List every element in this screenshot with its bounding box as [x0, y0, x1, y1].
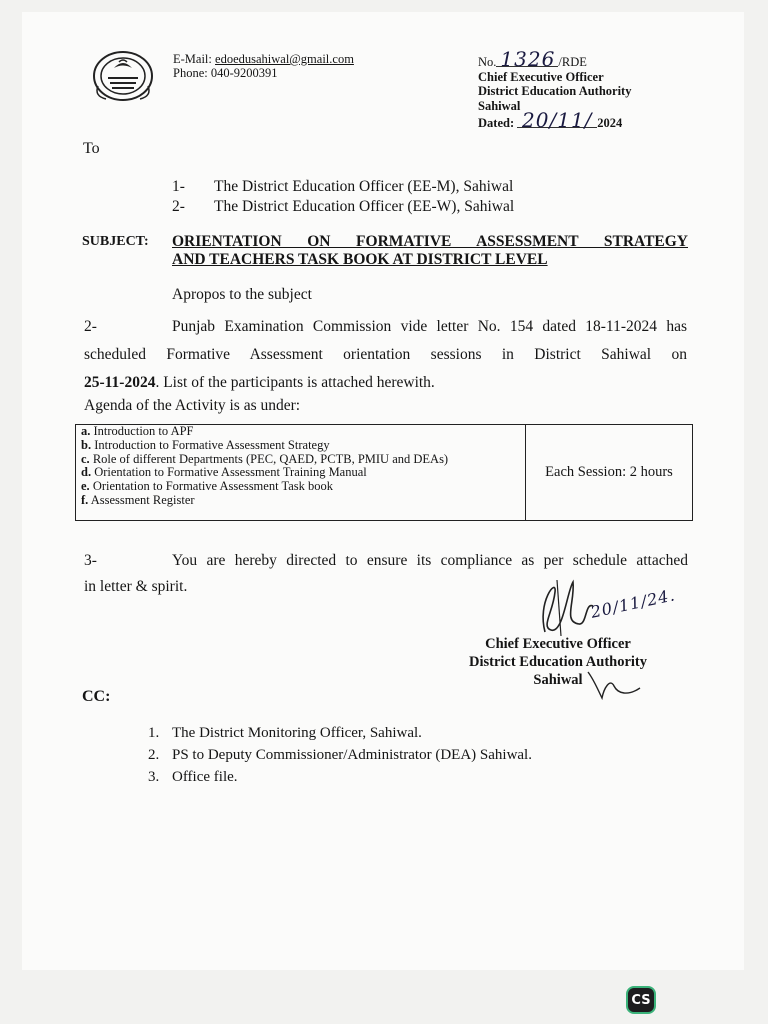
agenda-text: Role of different Departments (PEC, QAED, PCTB, PMIU and DEAs)	[92, 451, 449, 466]
handwritten-number: 1326	[496, 52, 558, 67]
agenda-item	[81, 453, 520, 467]
cc-number: 3.	[148, 769, 160, 785]
apropos-line: Apropos to the subject	[172, 286, 312, 303]
phone-label: Phone:	[173, 66, 208, 80]
office-reference-block	[478, 47, 632, 132]
cc-list	[148, 722, 532, 788]
paragraph-2	[84, 313, 687, 397]
paragraph-line: scheduled Formative Assessment orientation sessions in District Sahiwal on	[84, 346, 687, 363]
initials-scribble	[584, 668, 644, 702]
agenda-item	[81, 425, 520, 439]
paragraph-number: 2-	[84, 318, 97, 335]
agenda-text: Orientation to Formative Assessment Training Manual	[94, 465, 367, 480]
signature-city: Sahiwal	[533, 672, 583, 688]
subject-heading	[172, 233, 688, 269]
cc-item	[148, 766, 532, 788]
paragraph-line	[84, 369, 687, 397]
agenda-letter: a.	[81, 424, 91, 438]
office-city-line: Sahiwal	[478, 98, 521, 113]
cc-item	[148, 744, 532, 766]
dated-line	[478, 108, 631, 132]
contact-info	[173, 52, 354, 80]
number-label: No.	[478, 55, 497, 69]
agenda-item	[81, 439, 520, 453]
agenda-item	[81, 480, 520, 494]
agenda-letter: f.	[81, 492, 89, 507]
agenda-item	[81, 494, 520, 508]
agenda-text: Orientation to Formative Assessment Task book	[92, 479, 334, 494]
agenda-items-cell	[76, 425, 526, 521]
paragraph-number: 3-	[84, 552, 97, 569]
dated-label: Dated:	[478, 116, 515, 130]
paragraph-line: in letter & spirit.	[84, 578, 188, 595]
cc-number: 2.	[148, 747, 160, 763]
cc-label: CC:	[82, 688, 111, 705]
session-date: 25-11-2024	[84, 374, 156, 391]
paragraph-line-rest: . List of the participants is attached herewith.	[155, 374, 435, 391]
office-title-line: Chief Executive Officer	[478, 69, 604, 84]
addressee-text: The District Education Officer (EE-W), Sahiwal	[214, 198, 515, 215]
signature-authority: District Education Authority	[468, 654, 648, 670]
session-duration: Each Session: 2 hours	[526, 425, 693, 521]
cc-number: 1.	[148, 725, 160, 741]
email-label: E-Mail:	[173, 52, 212, 66]
phone-number: 040-9200391	[210, 66, 278, 80]
addressee-1	[172, 178, 513, 196]
punjab-government-logo	[92, 48, 154, 102]
dated-year: 2024	[597, 116, 623, 130]
paragraph-line: You are hereby directed to ensure its compliance as per schedule attached	[172, 552, 688, 569]
agenda-intro: Agenda of the Activity is as under:	[84, 397, 301, 414]
subject-label: SUBJECT:	[82, 234, 149, 249]
cc-text: The District Monitoring Officer, Sahiwal.	[172, 725, 422, 741]
cc-text: PS to Deputy Commissioner/Administrator (DEA) Sahiwal.	[172, 747, 532, 763]
agenda-letter: c.	[81, 451, 90, 466]
agenda-letter: e.	[81, 479, 90, 494]
to-label: To	[83, 140, 100, 157]
agenda-table	[75, 424, 693, 521]
addressee-2	[172, 198, 514, 216]
office-authority-line: District Education Authority	[478, 84, 632, 98]
cc-item	[148, 722, 532, 744]
number-suffix: /RDE	[558, 55, 587, 69]
agenda-item	[81, 466, 520, 480]
subject-line-1: ORIENTATION ON FORMATIVE ASSESSMENT STRATEGY	[172, 233, 688, 250]
signature-date-note: 20/11/24.	[588, 585, 677, 622]
cc-text: Office file.	[172, 769, 238, 785]
handwritten-date: 20/11/	[517, 113, 597, 128]
agenda-letter: b.	[81, 437, 92, 452]
agenda-text: Introduction to APF	[93, 424, 194, 438]
addressee-text: The District Education Officer (EE-M), Sahiwal	[214, 178, 514, 195]
camscanner-badge-icon: CS	[626, 986, 656, 1014]
letter-number	[478, 47, 631, 71]
paragraph-line: Punjab Examination Commission vide letter No. 154 dated 18-11-2024 has	[172, 318, 687, 335]
agenda-letter: d.	[81, 465, 92, 480]
signature-title: Chief Executive Officer	[485, 636, 631, 652]
subject-line-2: AND TEACHERS TASK BOOK AT DISTRICT LEVEL	[172, 251, 548, 268]
addressee-number: 2-	[172, 198, 185, 215]
email-address[interactable]: edoedusahiwal@gmail.com	[215, 52, 354, 66]
addressee-number: 1-	[172, 178, 185, 195]
agenda-text: Introduction to Formative Assessment Strategy	[94, 437, 330, 452]
agenda-text: Assessment Register	[90, 492, 195, 507]
